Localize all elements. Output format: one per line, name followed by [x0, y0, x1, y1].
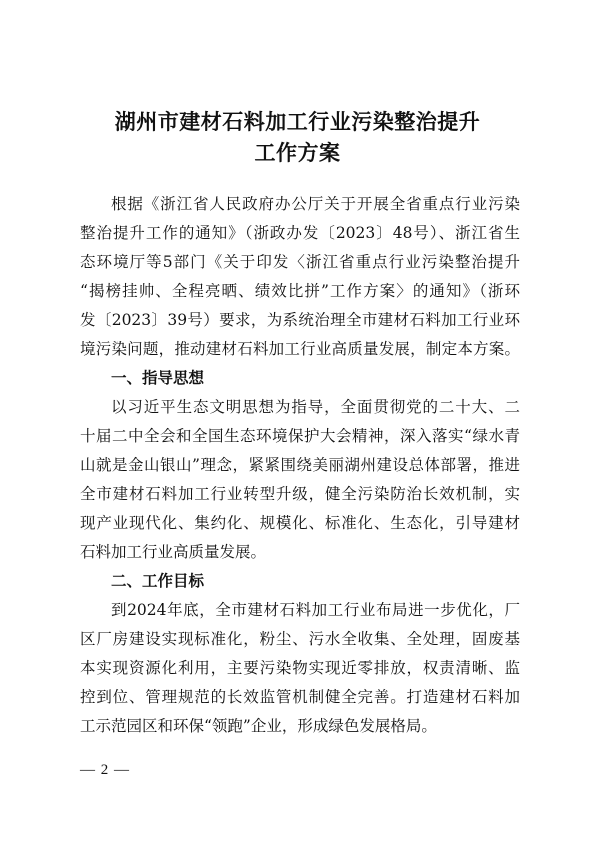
- section2-line: 控到位、管理规范的长效监管机制健全完善。打造建材石料加: [80, 688, 520, 706]
- section2-line: 区厂房建设实现标准化，粉尘、污水全收集、全处理，固废基: [80, 630, 520, 648]
- section-heading-guiding-ideology: 一、指导思想: [111, 369, 205, 387]
- page-number: — 2 —: [80, 762, 130, 778]
- intro-line: 发〔2023〕39号）要求，为系统治理全市建材石料加工行业环: [80, 311, 520, 329]
- section2-line: 本实现资源化利用，主要污染物实现近零排放，权责清晰、监: [80, 659, 520, 677]
- section1-line: 以习近平生态文明思想为指导，全面贯彻党的二十大、二: [111, 398, 520, 416]
- section1-line: 全市建材石料加工行业转型升级，健全污染防治长效机制，实: [80, 485, 520, 503]
- document-title-line-1: 湖州市建材石料加工行业污染整治提升: [114, 109, 481, 134]
- intro-line: “揭榜挂帅、全程亮晒、绩效比拼”工作方案〉的通知》（浙环: [80, 282, 520, 300]
- intro-line: 态环境厅等5部门《关于印发〈浙江省重点行业污染整治提升: [80, 253, 520, 271]
- section1-line: 山就是金山银山”理念，紧紧围绕美丽湖州建设总体部署，推进: [80, 456, 520, 474]
- document-title-line-2: 工作方案: [254, 140, 341, 165]
- section-heading-work-goals: 二、工作目标: [111, 572, 205, 590]
- intro-line: 整治提升工作的通知》（浙政办发〔2023〕48号）、浙江省生: [80, 224, 520, 242]
- intro-line: 境污染问题，推动建材石料加工行业高质量发展，制定本方案。: [80, 340, 520, 358]
- section1-line: 现产业现代化、集约化、规模化、标准化、生态化，引导建材: [80, 514, 520, 532]
- section2-line: 工示范园区和环保“领跑”企业，形成绿色发展格局。: [80, 717, 437, 735]
- section2-line: 到2024年底，全市建材石料加工行业布局进一步优化，厂: [111, 601, 520, 619]
- section1-line: 石料加工行业高质量发展。: [80, 543, 267, 561]
- intro-line: 根据《浙江省人民政府办公厅关于开展全省重点行业污染: [111, 195, 520, 213]
- section1-line: 十届二中全会和全国生态环境保护大会精神，深入落实“绿水青: [80, 427, 520, 445]
